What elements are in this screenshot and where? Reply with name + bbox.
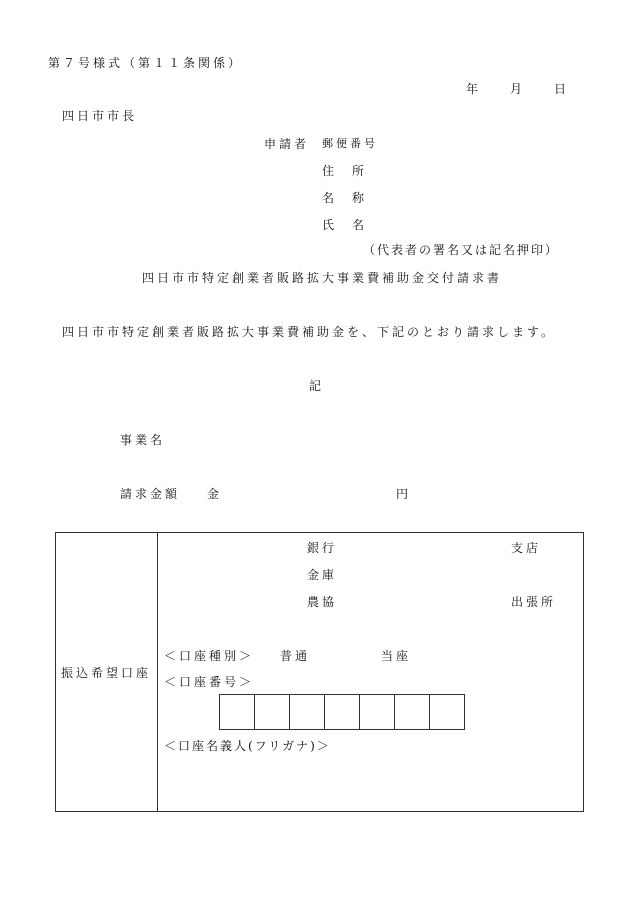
date-month: 月	[510, 82, 526, 96]
account-digit-box[interactable]	[219, 694, 255, 730]
amount-yen: 円	[396, 487, 412, 501]
signature-note: （代表者の署名又は記名押印）	[363, 243, 560, 257]
account-type-label: ＜口座種別＞	[164, 649, 255, 663]
account-number-boxes	[219, 694, 465, 730]
institution-bank: 銀行	[307, 541, 338, 555]
account-digit-box[interactable]	[394, 694, 430, 730]
amount-kin: 金	[207, 487, 223, 501]
institution-shinkin: 金庫	[307, 568, 338, 582]
form-number: 第７号様式（第１１条関係）	[48, 56, 244, 70]
account-digit-box[interactable]	[254, 694, 290, 730]
table-divider	[157, 532, 158, 812]
address-label: 住 所	[322, 164, 368, 178]
document-title: 四日市市特定創業者販路拡大事業費補助金交付請求書	[142, 271, 503, 285]
company-name-label: 名 称	[322, 191, 368, 205]
date-year: 年	[466, 82, 482, 96]
account-type-futsu: 普通	[280, 649, 311, 663]
institution-nokyo: 農協	[307, 595, 338, 609]
body-text: 四日市市特定創業者販路拡大事業費補助金を、下記のとおり請求します。	[62, 325, 557, 339]
postal-code-label: 郵便番号	[322, 137, 378, 150]
amount-label: 請求金額	[120, 487, 181, 501]
account-digit-box[interactable]	[324, 694, 360, 730]
ki-heading: 記	[309, 379, 325, 393]
account-type-toza: 当座	[381, 649, 412, 663]
branch-shiten: 支店	[511, 541, 542, 555]
addressee: 四日市市長	[62, 109, 138, 123]
project-name-label: 事業名	[120, 433, 166, 447]
bank-row-label: 振込希望口座	[61, 666, 152, 680]
account-digit-box[interactable]	[289, 694, 325, 730]
date-day: 日	[554, 82, 570, 96]
account-number-label: ＜口座番号＞	[164, 675, 255, 689]
account-digit-box[interactable]	[429, 694, 465, 730]
branch-shutchojo: 出張所	[511, 595, 557, 609]
account-digit-box[interactable]	[359, 694, 395, 730]
applicant-label: 申請者	[264, 137, 310, 151]
person-name-label: 氏 名	[322, 218, 368, 232]
account-holder-label: ＜口座名義人(フリガナ)＞	[164, 739, 331, 753]
